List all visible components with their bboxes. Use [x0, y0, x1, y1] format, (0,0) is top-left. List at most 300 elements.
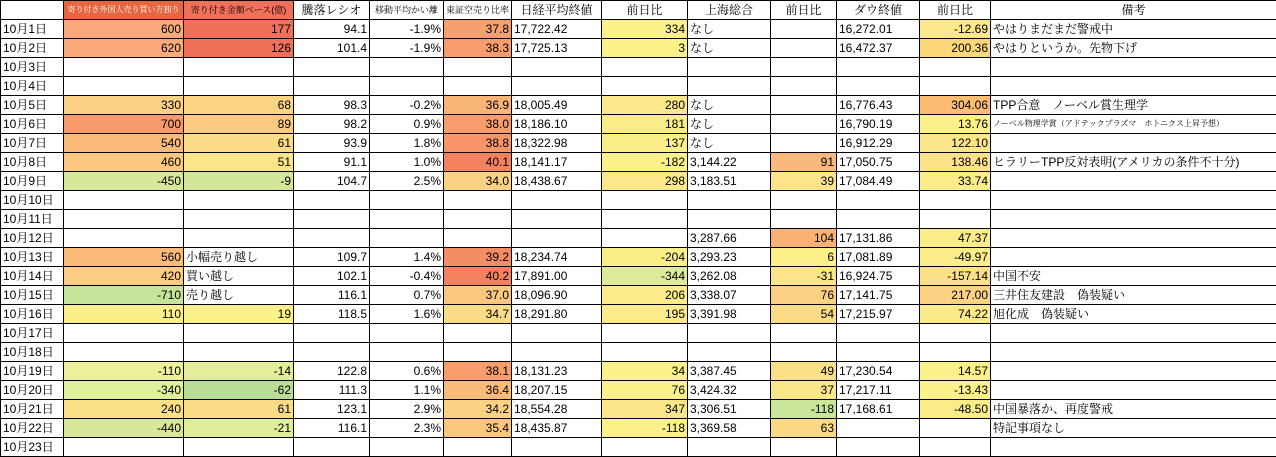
cell-shanghai-composite: [688, 343, 771, 362]
cell-shanghai-composite: 3,262.08: [688, 267, 771, 286]
cell-shanghai-change: [771, 115, 837, 134]
cell-updown-ratio: 91.1: [294, 153, 370, 172]
cell-moving-average-divergence: 1.4%: [370, 248, 444, 267]
cell-date: 10月8日: [1, 153, 64, 172]
cell-updown-ratio: [294, 343, 370, 362]
cell-nikkei-change: -182: [602, 153, 688, 172]
table-body: [1, 20, 1276, 457]
cell-short-selling-ratio: [444, 191, 512, 210]
cell-nikkei-change: -344: [602, 267, 688, 286]
cell-date: 10月20日: [1, 381, 64, 400]
cell-notes: [991, 134, 1276, 153]
cell-dow-close: 16,776.43: [837, 96, 920, 115]
cell-amount-base: 68: [184, 96, 294, 115]
cell-short-selling-ratio: 36.9: [444, 96, 512, 115]
cell-nikkei-change: 3: [602, 39, 688, 58]
cell-notes: [991, 248, 1276, 267]
cell-shanghai-composite: 3,183.51: [688, 172, 771, 191]
cell-updown-ratio: 123.1: [294, 400, 370, 419]
cell-updown-ratio: 98.3: [294, 96, 370, 115]
cell-notes: やはりまだまだ警戒中: [991, 20, 1276, 39]
cell-shanghai-change: 76: [771, 286, 837, 305]
cell-date: 10月1日: [1, 20, 64, 39]
table-row: [1, 77, 1276, 96]
cell-short-selling-ratio: 34.0: [444, 172, 512, 191]
cell-foreign-buy-sell: 560: [64, 248, 184, 267]
cell-foreign-buy-sell: [64, 343, 184, 362]
cell-moving-average-divergence: -1.9%: [370, 39, 444, 58]
cell-amount-base: 89: [184, 115, 294, 134]
cell-dow-change: [920, 324, 991, 343]
table-row: [1, 381, 1276, 400]
cell-dow-close: 17,217.11: [837, 381, 920, 400]
cell-nikkei-change: 34: [602, 362, 688, 381]
cell-foreign-buy-sell: [64, 324, 184, 343]
cell-short-selling-ratio: [444, 210, 512, 229]
cell-dow-close: [837, 77, 920, 96]
cell-amount-base: -21: [184, 419, 294, 438]
cell-amount-base: [184, 191, 294, 210]
cell-notes: 中国暴落か、再度警戒: [991, 400, 1276, 419]
cell-short-selling-ratio: 38.8: [444, 134, 512, 153]
column-header-foreign-buy-sell: 寄り付き外国人売り買い方独り: [64, 1, 184, 20]
cell-date: 10月14日: [1, 267, 64, 286]
cell-nikkei-close: 18,141.17: [512, 153, 602, 172]
cell-amount-base: [184, 58, 294, 77]
cell-foreign-buy-sell: [64, 438, 184, 457]
cell-foreign-buy-sell: 620: [64, 39, 184, 58]
cell-nikkei-close: 18,096.90: [512, 286, 602, 305]
cell-dow-change: -49.97: [920, 248, 991, 267]
cell-nikkei-change: [602, 343, 688, 362]
cell-updown-ratio: 98.2: [294, 115, 370, 134]
cell-nikkei-close: [512, 191, 602, 210]
column-header-shanghai-composite: 上海総合: [688, 1, 771, 20]
cell-shanghai-composite: 3,369.58: [688, 419, 771, 438]
cell-moving-average-divergence: -0.2%: [370, 96, 444, 115]
cell-shanghai-composite: 3,293.23: [688, 248, 771, 267]
cell-shanghai-change: -118: [771, 400, 837, 419]
table-row: [1, 400, 1276, 419]
cell-dow-close: 17,081.89: [837, 248, 920, 267]
cell-moving-average-divergence: 1.8%: [370, 134, 444, 153]
cell-shanghai-composite: 3,391.98: [688, 305, 771, 324]
cell-nikkei-close: 17,722.42: [512, 20, 602, 39]
cell-shanghai-composite: なし: [688, 96, 771, 115]
cell-updown-ratio: 118.5: [294, 305, 370, 324]
cell-notes: TPP合意 ノーベル賞生理学: [991, 96, 1276, 115]
cell-updown-ratio: 116.1: [294, 419, 370, 438]
cell-foreign-buy-sell: -110: [64, 362, 184, 381]
cell-foreign-buy-sell: -710: [64, 286, 184, 305]
table-row: [1, 286, 1276, 305]
cell-shanghai-change: 104: [771, 229, 837, 248]
cell-dow-change: 304.06: [920, 96, 991, 115]
cell-date: 10月16日: [1, 305, 64, 324]
cell-notes: [991, 210, 1276, 229]
cell-amount-base: 19: [184, 305, 294, 324]
cell-nikkei-close: [512, 343, 602, 362]
cell-date: 10月7日: [1, 134, 64, 153]
cell-foreign-buy-sell: 700: [64, 115, 184, 134]
cell-nikkei-change: 298: [602, 172, 688, 191]
cell-short-selling-ratio: 34.2: [444, 400, 512, 419]
cell-foreign-buy-sell: [64, 210, 184, 229]
cell-amount-base: [184, 438, 294, 457]
table-row: [1, 305, 1276, 324]
cell-notes: [991, 381, 1276, 400]
cell-nikkei-change: -118: [602, 419, 688, 438]
table-row: [1, 267, 1276, 286]
cell-dow-close: [837, 210, 920, 229]
cell-dow-close: 16,472.37: [837, 39, 920, 58]
cell-moving-average-divergence: 2.9%: [370, 400, 444, 419]
cell-date: 10月17日: [1, 324, 64, 343]
cell-nikkei-change: [602, 58, 688, 77]
cell-shanghai-composite: 3,144.22: [688, 153, 771, 172]
cell-updown-ratio: [294, 438, 370, 457]
cell-shanghai-change: [771, 134, 837, 153]
cell-dow-close: 17,050.75: [837, 153, 920, 172]
cell-dow-change: 122.10: [920, 134, 991, 153]
cell-updown-ratio: 102.1: [294, 267, 370, 286]
cell-nikkei-change: [602, 324, 688, 343]
cell-shanghai-composite: 3,338.07: [688, 286, 771, 305]
cell-nikkei-change: 280: [602, 96, 688, 115]
cell-shanghai-change: 39: [771, 172, 837, 191]
cell-date: 10月13日: [1, 248, 64, 267]
cell-notes: [991, 324, 1276, 343]
cell-nikkei-change: 334: [602, 20, 688, 39]
cell-short-selling-ratio: 40.1: [444, 153, 512, 172]
cell-foreign-buy-sell: 240: [64, 400, 184, 419]
cell-nikkei-change: 76: [602, 381, 688, 400]
cell-shanghai-change: 6: [771, 248, 837, 267]
cell-nikkei-close: 18,131.23: [512, 362, 602, 381]
cell-shanghai-composite: [688, 210, 771, 229]
cell-nikkei-change: [602, 438, 688, 457]
cell-dow-close: 17,168.61: [837, 400, 920, 419]
cell-notes: [991, 191, 1276, 210]
cell-foreign-buy-sell: 460: [64, 153, 184, 172]
cell-dow-close: 16,924.75: [837, 267, 920, 286]
cell-nikkei-change: [602, 210, 688, 229]
cell-foreign-buy-sell: 110: [64, 305, 184, 324]
cell-shanghai-composite: 3,424.32: [688, 381, 771, 400]
cell-nikkei-close: 17,891.00: [512, 267, 602, 286]
cell-short-selling-ratio: [444, 77, 512, 96]
cell-shanghai-change: [771, 324, 837, 343]
table-row: [1, 191, 1276, 210]
cell-short-selling-ratio: 38.0: [444, 115, 512, 134]
cell-dow-close: [837, 419, 920, 438]
cell-amount-base: -62: [184, 381, 294, 400]
cell-moving-average-divergence: [370, 210, 444, 229]
cell-shanghai-change: 91: [771, 153, 837, 172]
cell-dow-close: 16,272.01: [837, 20, 920, 39]
column-header-amount-base: 寄り付き金額ベース(億): [184, 1, 294, 20]
column-header-short-selling-ratio: 東証空売り比率: [444, 1, 512, 20]
table-row: [1, 20, 1276, 39]
cell-amount-base: 小幅売り越し: [184, 248, 294, 267]
cell-shanghai-change: 37: [771, 381, 837, 400]
cell-amount-base: [184, 343, 294, 362]
column-header-notes: 備考: [991, 1, 1276, 20]
cell-short-selling-ratio: 34.7: [444, 305, 512, 324]
cell-dow-close: 16,790.19: [837, 115, 920, 134]
cell-dow-close: 16,912.29: [837, 134, 920, 153]
cell-date: 10月11日: [1, 210, 64, 229]
cell-amount-base: 買い越し: [184, 267, 294, 286]
cell-moving-average-divergence: [370, 77, 444, 96]
cell-moving-average-divergence: [370, 229, 444, 248]
cell-foreign-buy-sell: -450: [64, 172, 184, 191]
cell-updown-ratio: [294, 324, 370, 343]
cell-date: 10月23日: [1, 438, 64, 457]
cell-short-selling-ratio: [444, 343, 512, 362]
cell-moving-average-divergence: 2.3%: [370, 419, 444, 438]
cell-moving-average-divergence: 0.9%: [370, 115, 444, 134]
cell-nikkei-close: 18,234.74: [512, 248, 602, 267]
cell-nikkei-close: 18,322.98: [512, 134, 602, 153]
table-row: [1, 229, 1276, 248]
cell-notes: [991, 77, 1276, 96]
cell-updown-ratio: [294, 58, 370, 77]
cell-dow-change: [920, 210, 991, 229]
cell-dow-change: 217.00: [920, 286, 991, 305]
cell-shanghai-change: 63: [771, 419, 837, 438]
cell-nikkei-close: [512, 438, 602, 457]
cell-date: 10月19日: [1, 362, 64, 381]
cell-amount-base: 177: [184, 20, 294, 39]
cell-amount-base: 51: [184, 153, 294, 172]
cell-date: 10月15日: [1, 286, 64, 305]
cell-notes: ヒラリーTPP反対表明(アメリカの条件不十分): [991, 153, 1276, 172]
cell-nikkei-change: 137: [602, 134, 688, 153]
cell-updown-ratio: 101.4: [294, 39, 370, 58]
cell-short-selling-ratio: 38.1: [444, 362, 512, 381]
header-row: [1, 1, 1276, 20]
cell-amount-base: 売り越し: [184, 286, 294, 305]
cell-dow-close: [837, 343, 920, 362]
cell-shanghai-change: [771, 210, 837, 229]
cell-amount-base: [184, 210, 294, 229]
cell-nikkei-close: [512, 77, 602, 96]
table-row: [1, 210, 1276, 229]
cell-shanghai-change: [771, 20, 837, 39]
cell-dow-change: -157.14: [920, 267, 991, 286]
cell-shanghai-composite: [688, 324, 771, 343]
cell-moving-average-divergence: [370, 324, 444, 343]
cell-updown-ratio: 93.9: [294, 134, 370, 153]
cell-nikkei-close: [512, 210, 602, 229]
cell-nikkei-change: [602, 77, 688, 96]
cell-foreign-buy-sell: -440: [64, 419, 184, 438]
cell-nikkei-change: 206: [602, 286, 688, 305]
cell-shanghai-composite: なし: [688, 20, 771, 39]
cell-dow-change: -13.43: [920, 381, 991, 400]
cell-updown-ratio: [294, 229, 370, 248]
cell-foreign-buy-sell: 540: [64, 134, 184, 153]
cell-amount-base: -9: [184, 172, 294, 191]
cell-notes: 旭化成 偽装疑い: [991, 305, 1276, 324]
cell-foreign-buy-sell: [64, 77, 184, 96]
table-row: [1, 324, 1276, 343]
cell-notes: [991, 343, 1276, 362]
cell-nikkei-close: 18,554.28: [512, 400, 602, 419]
cell-moving-average-divergence: 0.6%: [370, 362, 444, 381]
cell-notes: [991, 362, 1276, 381]
cell-dow-close: [837, 58, 920, 77]
cell-amount-base: [184, 77, 294, 96]
cell-dow-change: [920, 419, 991, 438]
cell-shanghai-composite: 3,306.51: [688, 400, 771, 419]
column-header-dow-change: 前日比: [920, 1, 991, 20]
cell-updown-ratio: [294, 191, 370, 210]
cell-foreign-buy-sell: 330: [64, 96, 184, 115]
cell-shanghai-composite: [688, 191, 771, 210]
cell-moving-average-divergence: 1.6%: [370, 305, 444, 324]
cell-date: 10月22日: [1, 419, 64, 438]
cell-short-selling-ratio: 36.4: [444, 381, 512, 400]
cell-date: 10月18日: [1, 343, 64, 362]
cell-notes: 三井住友建設 偽装疑い: [991, 286, 1276, 305]
cell-updown-ratio: [294, 210, 370, 229]
cell-dow-change: -48.50: [920, 400, 991, 419]
cell-amount-base: -14: [184, 362, 294, 381]
cell-dow-close: [837, 438, 920, 457]
table-row: [1, 419, 1276, 438]
cell-updown-ratio: 109.7: [294, 248, 370, 267]
cell-notes: ノーベル物理学賞（アドテックプラズマ ホトニクス上昇予想）: [991, 115, 1276, 134]
table-row: [1, 39, 1276, 58]
cell-nikkei-close: [512, 324, 602, 343]
cell-shanghai-change: [771, 77, 837, 96]
cell-nikkei-change: 347: [602, 400, 688, 419]
cell-foreign-buy-sell: 600: [64, 20, 184, 39]
cell-dow-close: 17,230.54: [837, 362, 920, 381]
cell-moving-average-divergence: -1.9%: [370, 20, 444, 39]
table-header: [1, 1, 1276, 20]
cell-notes: [991, 438, 1276, 457]
cell-foreign-buy-sell: [64, 229, 184, 248]
cell-date: 10月2日: [1, 39, 64, 58]
cell-updown-ratio: 104.7: [294, 172, 370, 191]
cell-shanghai-change: [771, 58, 837, 77]
column-header-shanghai-change: 前日比: [771, 1, 837, 20]
cell-nikkei-close: 18,186.10: [512, 115, 602, 134]
cell-dow-change: [920, 191, 991, 210]
cell-short-selling-ratio: [444, 58, 512, 77]
cell-moving-average-divergence: 0.7%: [370, 286, 444, 305]
column-header-moving-average-divergence: 移動平均かい離: [370, 1, 444, 20]
cell-nikkei-change: 195: [602, 305, 688, 324]
cell-moving-average-divergence: [370, 343, 444, 362]
cell-shanghai-change: -31: [771, 267, 837, 286]
table-row: [1, 96, 1276, 115]
cell-shanghai-change: 54: [771, 305, 837, 324]
cell-dow-close: 17,131.86: [837, 229, 920, 248]
cell-amount-base: 61: [184, 134, 294, 153]
cell-notes: [991, 58, 1276, 77]
cell-notes: [991, 229, 1276, 248]
table-row: [1, 362, 1276, 381]
cell-short-selling-ratio: 37.8: [444, 20, 512, 39]
column-header-dow-close: ダウ終値: [837, 1, 920, 20]
cell-dow-close: 17,215.97: [837, 305, 920, 324]
table-row: [1, 134, 1276, 153]
cell-nikkei-close: 18,005.49: [512, 96, 602, 115]
cell-amount-base: 61: [184, 400, 294, 419]
cell-amount-base: 126: [184, 39, 294, 58]
cell-dow-change: 13.76: [920, 115, 991, 134]
cell-date: 10月21日: [1, 400, 64, 419]
cell-shanghai-change: [771, 343, 837, 362]
cell-shanghai-change: [771, 191, 837, 210]
cell-dow-change: [920, 77, 991, 96]
cell-short-selling-ratio: [444, 324, 512, 343]
cell-amount-base: [184, 229, 294, 248]
cell-shanghai-change: [771, 438, 837, 457]
cell-date: 10月5日: [1, 96, 64, 115]
cell-nikkei-close: [512, 58, 602, 77]
cell-dow-change: 14.57: [920, 362, 991, 381]
cell-notes: 中国不安: [991, 267, 1276, 286]
cell-foreign-buy-sell: 420: [64, 267, 184, 286]
cell-foreign-buy-sell: [64, 58, 184, 77]
cell-short-selling-ratio: 37.0: [444, 286, 512, 305]
cell-moving-average-divergence: [370, 438, 444, 457]
cell-date: 10月4日: [1, 77, 64, 96]
cell-shanghai-composite: [688, 438, 771, 457]
cell-foreign-buy-sell: -340: [64, 381, 184, 400]
cell-nikkei-change: [602, 191, 688, 210]
cell-moving-average-divergence: [370, 191, 444, 210]
cell-nikkei-close: 18,207.15: [512, 381, 602, 400]
table-row: [1, 343, 1276, 362]
cell-dow-change: 47.37: [920, 229, 991, 248]
cell-updown-ratio: 116.1: [294, 286, 370, 305]
cell-date: 10月6日: [1, 115, 64, 134]
cell-dow-close: [837, 324, 920, 343]
cell-short-selling-ratio: [444, 229, 512, 248]
cell-dow-close: [837, 191, 920, 210]
table-row: [1, 172, 1276, 191]
cell-notes: 特記事項なし: [991, 419, 1276, 438]
cell-dow-change: 138.46: [920, 153, 991, 172]
cell-shanghai-change: [771, 39, 837, 58]
table-row: [1, 115, 1276, 134]
cell-date: 10月10日: [1, 191, 64, 210]
cell-date: 10月3日: [1, 58, 64, 77]
cell-shanghai-composite: 3,287.66: [688, 229, 771, 248]
table-row: [1, 153, 1276, 172]
cell-moving-average-divergence: 2.5%: [370, 172, 444, 191]
cell-shanghai-composite: なし: [688, 134, 771, 153]
cell-dow-change: [920, 58, 991, 77]
cell-shanghai-composite: なし: [688, 115, 771, 134]
cell-dow-change: 74.22: [920, 305, 991, 324]
cell-moving-average-divergence: [370, 58, 444, 77]
cell-shanghai-composite: [688, 58, 771, 77]
cell-updown-ratio: 94.1: [294, 20, 370, 39]
cell-short-selling-ratio: 39.2: [444, 248, 512, 267]
cell-moving-average-divergence: 1.0%: [370, 153, 444, 172]
cell-shanghai-composite: [688, 77, 771, 96]
cell-notes: [991, 172, 1276, 191]
cell-dow-change: [920, 343, 991, 362]
cell-dow-change: [920, 438, 991, 457]
